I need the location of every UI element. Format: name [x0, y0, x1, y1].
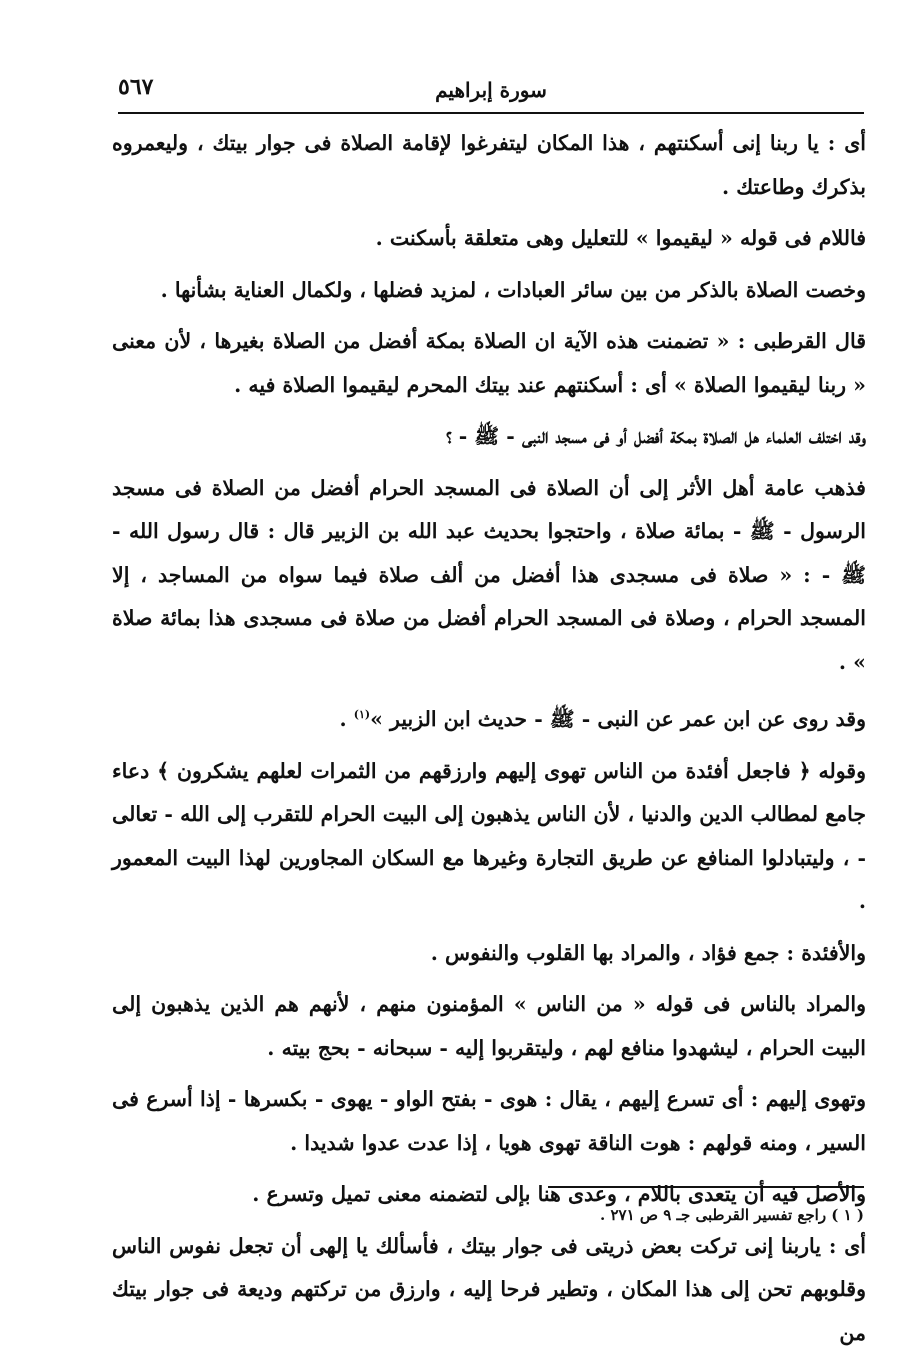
surah-title: سورة إبراهيم [435, 78, 547, 102]
paragraph: وقوله ﴿ فاجعل أفئدة من الناس تهوى إليهم وارزقهم من الثمرات لعلهم يشكرون ﴾ دعاء جامع لمطالب الدين والدنيا ، لأن الناس يذهبون إلى البيت الحرام للتقرب إلى الله - تعالى - ، وليتبادلوا المنافع عن طريق التجارة وغيرها مع السكان المجاورين لهذا البيت المعمور . [112, 758, 866, 913]
paragraph: وخصت الصلاة بالذكر من بين سائر العبادات ، لمزيد فضلها ، ولكمال العناية بشأنها . [160, 277, 866, 302]
paragraph: والأفئدة : جمع فؤاد ، والمراد بها القلوب والنفوس . [430, 940, 866, 965]
body-text [112, 122, 866, 1363]
paragraph: أى : ياربنا إنى تركت بعض ذريتى فى جوار بيتك ، فأسألك يا إلهى أن تجعل نفوس الناس وقلوبهم تحن إلى هذا المكان ، وتطير فرحا إليه ، وارزق من تركتهم وديعة فى جوار بيتك من [112, 1233, 866, 1345]
footnote-divider [548, 1186, 864, 1188]
paragraph: والمراد بالناس فى قوله « من الناس » المؤمنون منهم ، لأنهم هم الذين يذهبون إلى البيت الحرام ، ليشهدوا منافع لهم ، وليتقربوا إليه - سبحانه - بحج بيته . [112, 992, 866, 1060]
paragraph: وتهوى إليهم : أى تسرع إليهم ، يقال : هوى - بفتح الواو - يهوى - بكسرها - إذا أسرع فى السير ، ومنه قولهم : هوت الناقة تهوى هويا ، إذا عدت عدوا شديدا . [112, 1087, 866, 1155]
paragraph-text: وقد روى عن ابن عمر عن النبى - ﷺ - حديث ابن الزبير » [370, 707, 866, 731]
paragraph: فاللام فى قوله « ليقيموا » للتعليل وهى متعلقة بأسكنت . [375, 226, 866, 250]
paragraph-tail: . [339, 707, 354, 731]
paragraph: وقد اختلف العلماء هل الصلاة بمكة أفضل أو فى مسجد النبى - ﷺ - ؟ [445, 424, 866, 448]
paragraph: فذهب عامة أهل الأثر إلى أن الصلاة فى المسجد الحرام أفضل من الصلاة فى مسجد الرسول - ﷺ - بمائة صلاة ، واحتجوا بحديث عبد الله بن الزبير قال : قال رسول الله - ﷺ - : « صلاة فى مسجدى هذا أفضل من ألف صلاة فيما سواه من المساجد ، إلا المسجد الحرام ، وصلاة فى المسجد الحرام أفضل من صلاة فى مسجدى هذا بمائة صلاة » . [112, 475, 866, 674]
footnote: ( ١ ) راجع تفسير القرطبى جـ ٩ ص ٢٧١ . [600, 1206, 864, 1224]
paragraph: والأصل فيه أن يتعدى باللام ، وعدى هنا بإلى لتضمنه معنى تميل وتسرع . [252, 1182, 866, 1206]
page-number: ٥٦٧ [118, 74, 154, 100]
page-header [118, 66, 864, 114]
footnote-marker: (١) [353, 708, 371, 722]
paragraph: قال القرطبى : « تضمنت هذه الآية ان الصلاة بمكة أفضل من الصلاة بغيرها ، لأن معنى « ربنا ليقيموا الصلاة » أى : أسكنتهم عند بيتك المحرم ليقيموا الصلاة فيه . [112, 329, 866, 397]
paragraph-with-footnote-ref [112, 698, 866, 742]
paragraph: أى : يا ربنا إنى أسكنتهم ، هذا المكان ليتفرغوا لإقامة الصلاة فى جوار بيتك ، وليعمروه بذكرك وطاعتك . [112, 131, 866, 199]
